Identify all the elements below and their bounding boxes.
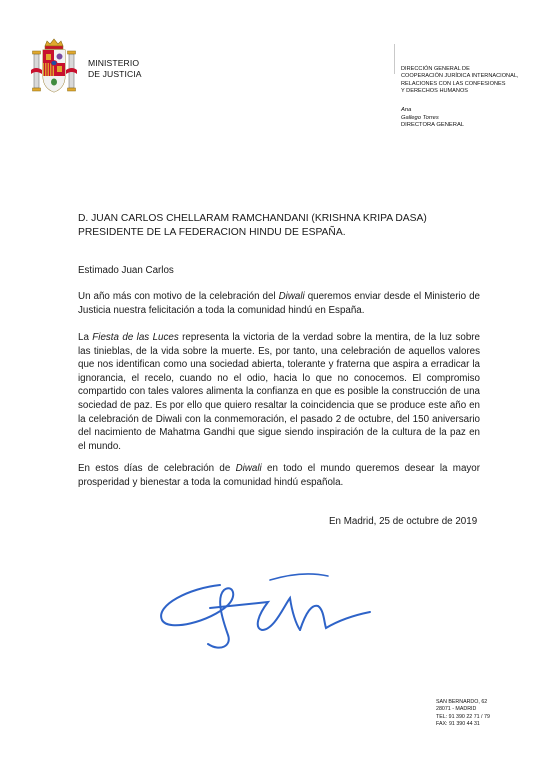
address-line: SAN BERNARDO, 62 — [436, 699, 488, 705]
signer-first-name: Ana — [401, 107, 412, 113]
paragraph-1 — [78, 290, 480, 317]
paragraph-text: queremos enviar desde el Ministerio de Justicia nuestra felicitación a toda la comunidad hindú en España. — [78, 291, 480, 316]
department-line: DIRECCIÓN GENERAL DE — [401, 66, 470, 72]
office-address — [436, 699, 490, 729]
ministry-name — [88, 58, 142, 79]
ministry-line: DE JUSTICIA — [88, 68, 142, 79]
recipient-title: PRESIDENTE DE LA FEDERACION HINDU DE ESPAÑA. — [78, 227, 346, 238]
address-line: TEL: 91 390 22 71 / 79 — [436, 713, 490, 720]
handwritten-signature — [150, 560, 390, 660]
coat-of-arms-icon — [30, 38, 78, 96]
department-line: RELACIONES CON LAS CONFESIONES — [401, 80, 506, 87]
paragraph-text: en todo el mundo queremos desear la mayor prosperidad y bienestar a toda la comunidad hindú española. — [78, 463, 480, 488]
paragraph-text: En estos días de celebración de — [78, 463, 236, 474]
greeting: Estimado Juan Carlos — [78, 265, 174, 276]
paragraph-emphasis: Fiesta de las Luces — [92, 332, 179, 343]
paragraph-text: Un año más con motivo de la celebración del — [78, 291, 279, 302]
address-line: FAX: 91 390 44 31 — [436, 721, 480, 728]
letter-date: En Madrid, 25 de octubre de 2019 — [329, 516, 478, 527]
signer-block — [401, 107, 464, 130]
department-line: Y DERECHOS HUMANOS — [401, 88, 469, 95]
paragraph-2 — [78, 331, 480, 453]
header-divider — [394, 44, 395, 74]
paragraph-emphasis: Diwali — [278, 291, 305, 302]
signer-title: DIRECTORA GENERAL — [401, 122, 465, 129]
address-line: 28071 - MADRID — [436, 706, 477, 713]
recipient-name: D. JUAN CARLOS CHELLARAM RAMCHANDANI (KRISHNA KRIPA DASA) — [78, 213, 427, 224]
ministry-line: MINISTERIO — [88, 58, 140, 68]
paragraph-3 — [78, 462, 480, 489]
paragraph-emphasis: Diwali — [235, 463, 262, 474]
department-line: COOPERACIÓN JURÍDICA INTERNACIONAL, — [401, 73, 519, 80]
paragraph-text: representa la victoria de la verdad sobre la mentira, de la luz sobre las tinieblas, de la vida sobre la muerte. Es, por tanto, una celebración de aquellos valores que nos identifican como una sociedad abierta, tolerante y fraterna que aspira a erradicar la ignorancia, el recelo, cuando no el odio, hacia lo que no conocemos. El compromiso compartido con tales valores alimenta la confianza en que es posible la construcción de una sociedad de paz. Es por ello que quiero resaltar la coincidencia que se produce este año en la celebración de Diwali con la conmemoración, el pasado 2 de octubre, del 150 aniversario del nacimiento de Mahatma Gandhi que sigue siendo inspiración de la cultura de la paz en el mundo. — [78, 332, 480, 452]
department-name — [401, 66, 519, 96]
paragraph-text: La — [78, 332, 93, 343]
signer-last-name: Gallego Torres — [401, 114, 439, 121]
recipient-block — [78, 212, 427, 240]
